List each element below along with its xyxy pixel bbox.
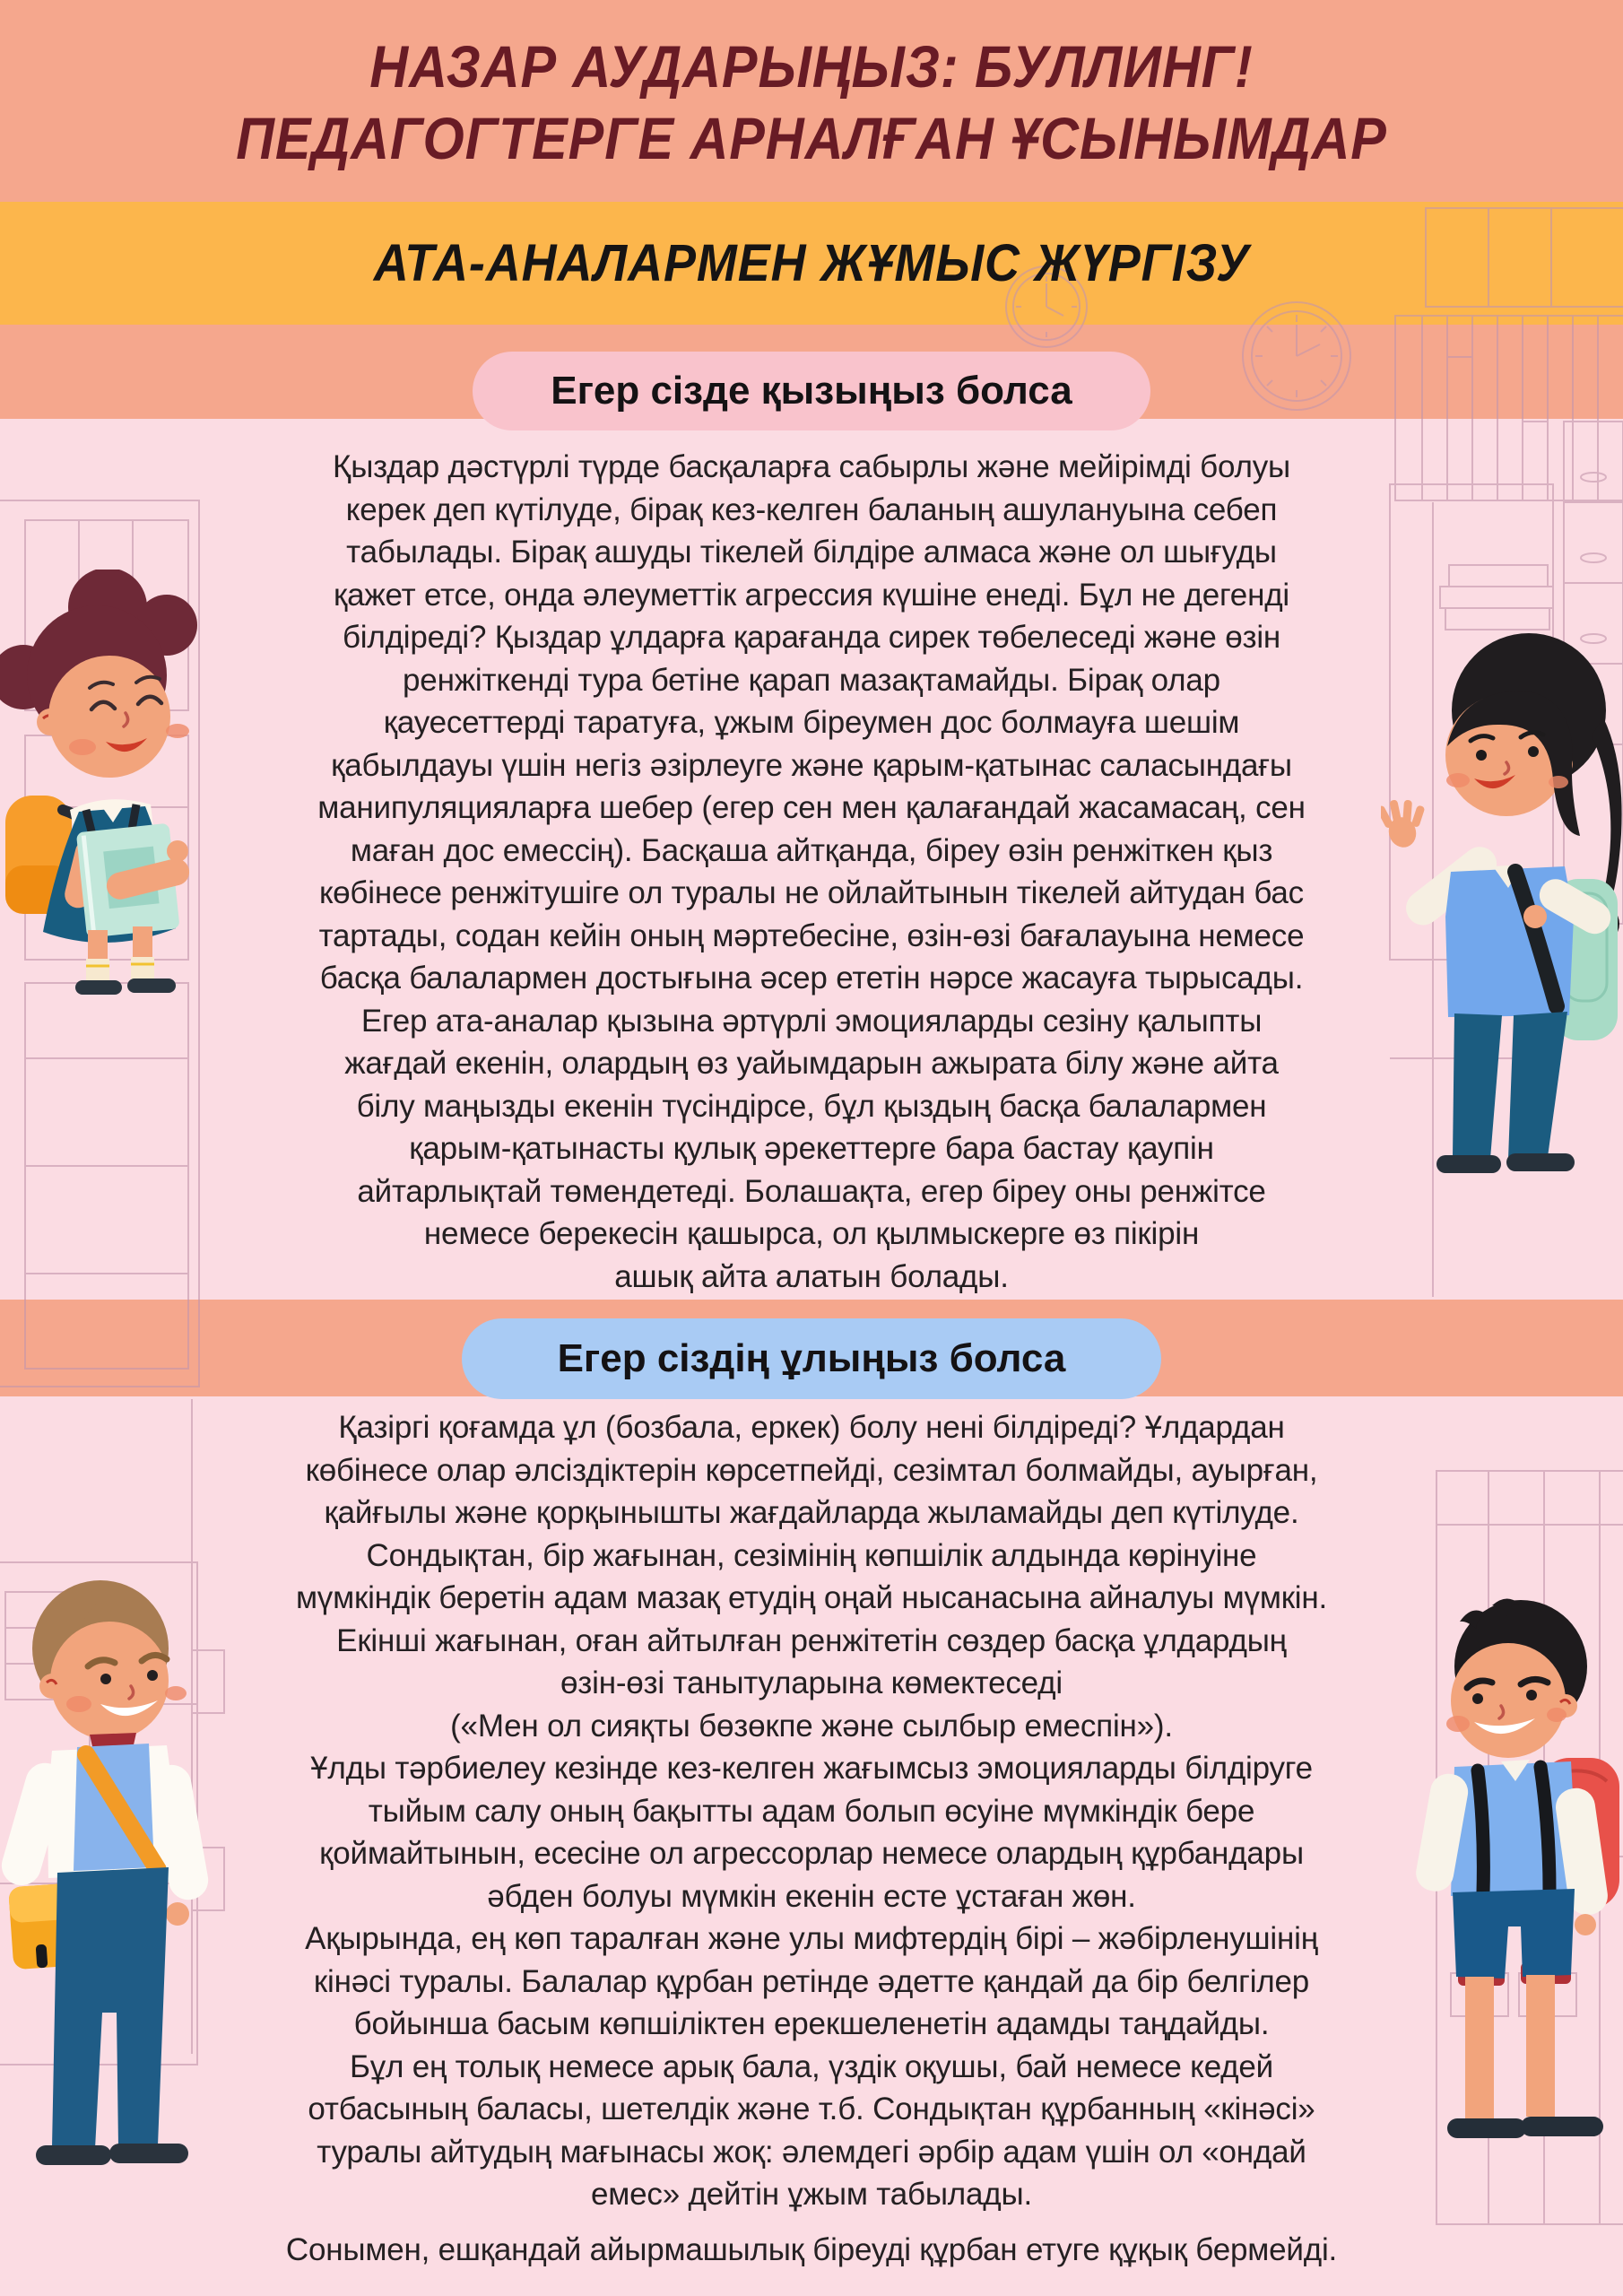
- text-line: қауесеттерді таратуға, ұжым біреумен дос болмауға шешім: [383, 705, 1240, 740]
- text-line: мүмкіндік беретін адам мазақ етудің оңай нысанасына айналуы мүмкін.: [295, 1580, 1328, 1615]
- text-line: білдіреді? Қыздар ұлдарға қарағанда сирек төбелеседі және өзін: [342, 620, 1281, 655]
- poster-title-line2: ПЕДАГОГТЕРГЕ АРНАЛҒАН ҰСЫНЫМДАР: [236, 105, 1387, 171]
- text-line: Сондықтан, бір жағынан, сезімінің көпшілік алдында көрінуіне: [366, 1537, 1257, 1573]
- text-line: керек деп күтілуде, бірақ кез-келген баланың ашулануына себеп: [345, 491, 1278, 527]
- text-line: қоймайтынын, есесіне ол агрессорлар немесе олардың құрбандары: [319, 1836, 1304, 1871]
- text-line: басқа балалармен достығына әсер ететін нәрсе жасауға тырысады.: [319, 961, 1304, 996]
- boy-left-legs: [36, 1867, 188, 2165]
- text-line: білу маңызды екенін түсіндірсе, бұл қыздың басқа балалармен: [356, 1088, 1267, 1124]
- text-line: көбінесе ренжітушіге ол туралы не ойлайтынын тікелей айтудан бас: [319, 875, 1304, 910]
- text-line: Қазіргі қоғамда ұл (бозбала, еркек) болу нені білдіреді? Ұлдардан: [338, 1410, 1285, 1445]
- text-line: («Мен ол сияқты бөзөкпе және сылбыр емеспін»).: [450, 1708, 1173, 1744]
- text-line: айтарлықтай төмендетеді. Болашақта, егер біреу оны ренжітсе: [357, 1173, 1266, 1209]
- text-line: манипуляцияларға шебер (егер сен мен қалағандай жасамасаң, сен: [317, 790, 1306, 825]
- girl-right-legs: [1436, 1012, 1575, 1173]
- text-line: жағдай екенін, олардың өз уайымдарын ажырата білу және айта: [344, 1046, 1279, 1081]
- text-line: қарым-қатынасты қулық әрекеттерге бара бастау қаупін: [409, 1131, 1214, 1166]
- text-line: бойынша басым көпшіліктен ерекшеленетін адамды таңдайды.: [353, 2006, 1270, 2041]
- girl-with-book-illustration: [0, 570, 215, 1000]
- text-line: емес» дейтін ұжым табылады.: [591, 2177, 1032, 2212]
- boys-section-paragraph: [139, 1406, 1484, 2271]
- text-line: ренжіткенді тура бетіне қарап мазақтамайды. Бірақ олар: [403, 662, 1220, 698]
- text-line: ашық айта алатын болады.: [614, 1258, 1009, 1294]
- text-line: маған дос емессің). Басқаша айтқанда, біреу өзін ренжіткен қыз: [350, 832, 1273, 868]
- text-line: қажет етсе, онда әлеуметтік агрессия күшіне енеді. Бұл не дегенді: [333, 577, 1290, 613]
- section-banner: [0, 202, 1623, 325]
- text-line: Егер ата-аналар қызына әртүрлі эмоцияларды сезіну қалыпты: [360, 1003, 1263, 1039]
- text-line: тартады, содан кейін оның мәртебесіне, өзін-өзі бағалауына немесе: [318, 918, 1305, 953]
- closing-line: Сонымен, ешқандай айырмашылық біреуді құрбан етуге құқық бермейді.: [285, 2231, 1338, 2267]
- boy-with-red-backpack-illustration: [1408, 1595, 1623, 2155]
- boy-with-satchel-illustration: [0, 1571, 215, 2190]
- girl-right-face: [1445, 691, 1580, 836]
- text-line: отбасының баласы, шетелдік және т.б. Сондықтан құрбанның «кінәсі»: [308, 2092, 1315, 2126]
- poster-title-line1: НАЗАР АУДАРЫҢЫЗ: БУЛЛИНГ!: [369, 33, 1254, 100]
- girls-section-paragraph: [139, 446, 1484, 1298]
- text-line: Бұл ең толық немесе арық бала, үздік оқушы, бай немесе кедей: [349, 2048, 1274, 2084]
- text-line: тыйым салу оның бақытты адам болып өсуіне мүмкіндік бере: [368, 1793, 1255, 1829]
- text-line: әбден болуы мүмкін екенін есте ұстаған жөн.: [487, 1878, 1136, 1914]
- text-line: туралы айтудың мағынасы жоқ: әлемдегі әрбір адам үшін ол «ондай: [317, 2134, 1306, 2170]
- section-banner-text: АТА-АНАЛАРМЕН ЖҰМЫС ЖҮРГІЗУ: [373, 234, 1250, 292]
- text-line: көбінесе олар әлсіздіктерін көрсетпейді, сезімтал болмайды, ауырған,: [305, 1452, 1318, 1488]
- poster-title: [0, 30, 1623, 174]
- text-line: Екінші жағынан, оған айтылған ренжітетін сөздер басқа ұлдардың: [336, 1622, 1287, 1658]
- text-line: қайғылы және қорқынышты жағдайларда жыламайды деп күтілуде.: [324, 1495, 1299, 1530]
- text-line: өзін-өзі танытуларына көмектеседі: [560, 1665, 1063, 1700]
- boys-section-pill: Егер сіздің ұлыңыз болса: [462, 1318, 1161, 1399]
- girl-waving-illustration: [1381, 628, 1623, 1197]
- girls-section-pill: Егер сізде қызыңыз болса: [473, 352, 1150, 430]
- text-line: Қыздар дәстүрлі түрде басқаларға сабырлы және мейірімді болуы: [333, 449, 1290, 484]
- text-line: Ұлды тәрбиелеу кезінде кез-келген жағымсыз эмоцияларды білдіруге: [310, 1751, 1313, 1786]
- text-line: кінәсі туралы. Балалар құрбан ретінде әдетте қандай да бір белгілер: [313, 1963, 1310, 1999]
- text-line: табылады. Бірақ ашуды тікелей білдіре алмаса және ол шығуды: [346, 535, 1277, 570]
- text-line: қабылдауы үшін негіз әзірлеуге және қарым-қатынас саласындағы: [331, 747, 1292, 783]
- text-line: немесе берекесін қашырса, ол қылмыскерге өз пікірін: [423, 1216, 1200, 1251]
- boys-paragraph-lines: [139, 1406, 1484, 2216]
- text-line: Ақырында, ең көп таралған және улы мифтердің бірі – жәбірленушінің: [305, 1921, 1318, 1956]
